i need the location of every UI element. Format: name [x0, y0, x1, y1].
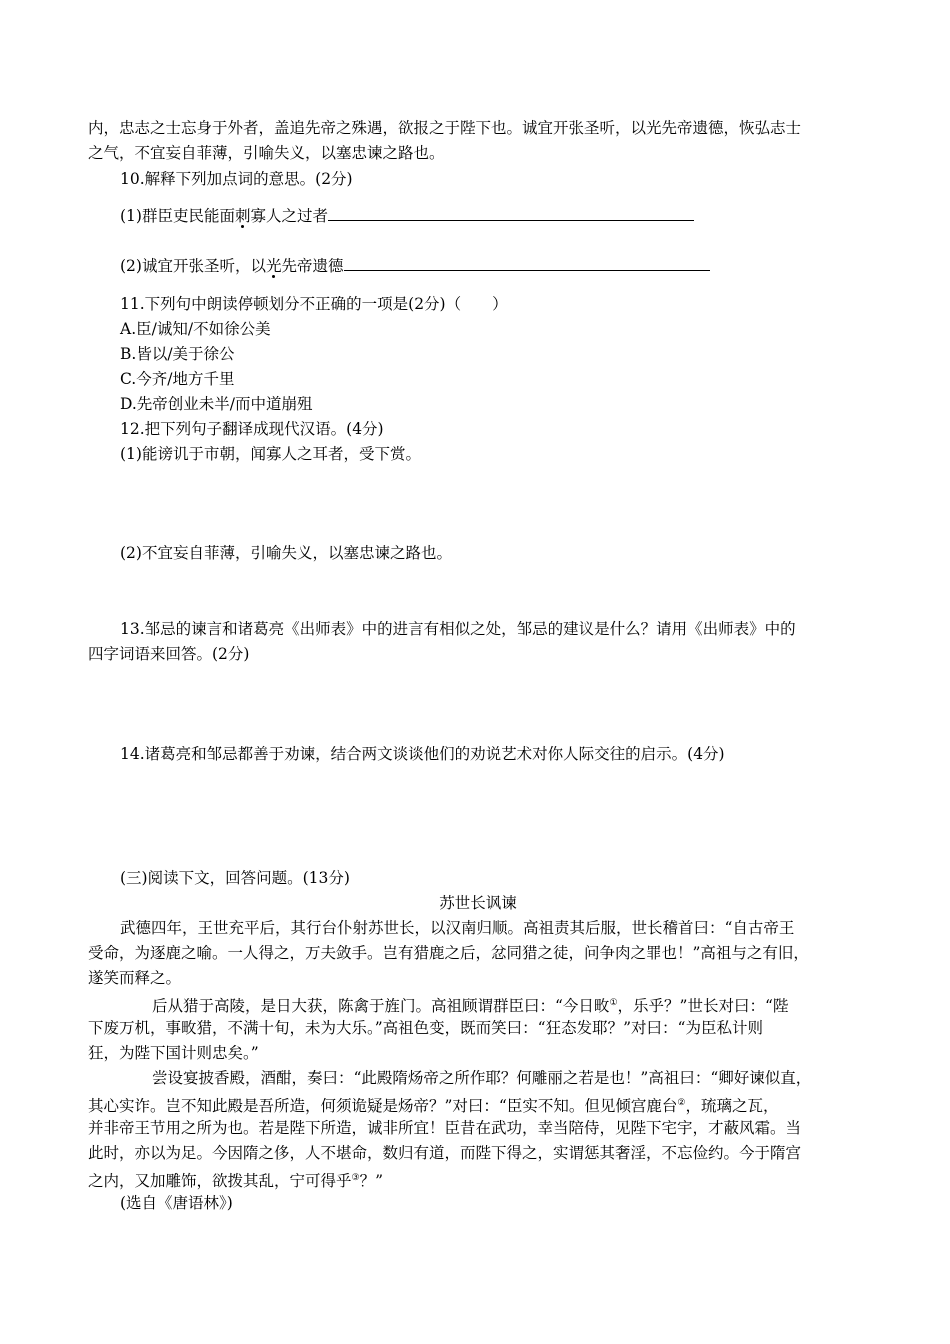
- dotted-word: 刺: [234, 207, 251, 225]
- paragraph-line: 下废万机，事畋猎，不满十旬，未为大乐。”高祖色变，既而笑曰：“狂态发耶？”对曰：“为臣私计则: [88, 1019, 763, 1037]
- paragraph-line: 并非帝王节用之所为也。若是陛下所造，诚非所宜！臣昔在武功，幸当陪侍，见陛下宅宇，才蔽风霜。当: [88, 1119, 802, 1137]
- paragraph-line: 狂，为陛下国计则忠矣。”: [88, 1044, 259, 1062]
- paragraph-line: 受命，为逐鹿之喻。一人得之，万夫敛手。岂有猎鹿之后，忿同猎之徒，问争肉之罪也！”高祖与之有旧，: [88, 944, 809, 962]
- paragraph-line: 后从猎于高陵，是日大获，陈禽于旌门。高祖顾谓群臣曰：“今日畋①，乐乎？”世长对曰：“陛: [152, 997, 789, 1016]
- paragraph-line: 遂笑而释之。: [88, 969, 182, 987]
- option: C.今齐/地方千里: [120, 370, 235, 388]
- question-13-line: 四字词语来回答。(2分): [88, 645, 250, 663]
- question-12-stem: 12.把下列句子翻译成现代汉语。(4分): [120, 420, 384, 438]
- dotted-word: 光: [265, 257, 282, 275]
- passage-line: 之气，不宜妄自菲薄，引喻失义，以塞忠谏之路也。: [88, 144, 445, 162]
- source-citation: (选自《唐语林》): [120, 1194, 233, 1212]
- question-10-item-2: (2)诚宜开张圣听，以光先帝遗德: [120, 254, 710, 278]
- question-12-item-2: (2)不宜妄自菲薄，引喻失义，以塞忠谏之路也。: [120, 544, 452, 562]
- passage-line: 内，忠志之士忘身于外者，盖追先帝之殊遇，欲报之于陛下也。诚宜开张圣听，以光先帝遗德，恢弘志士: [88, 119, 802, 137]
- question-13-line: 13.邹忌的谏言和诸葛亮《出师表》中的进言有相似之处，邹忌的建议是什么？请用《出师表》中的: [120, 620, 796, 638]
- paragraph-line: 尝设宴披香殿，酒酣，奏曰：“此殿隋炀帝之所作耶？何雕丽之若是也！”高祖曰：“卿好谏似直，: [152, 1069, 812, 1087]
- question-12-item-1: (1)能谤讥于市朝，闻寡人之耳者，受下赏。: [120, 445, 421, 463]
- question-11-stem: 11.下列句中朗读停顿划分不正确的一项是(2分)（ ）: [120, 295, 508, 313]
- footnote-marker: ③: [351, 1173, 360, 1183]
- question-10-item-1: (1)群臣吏民能面刺寡人之过者: [120, 204, 694, 228]
- option: B.皆以/美于徐公: [120, 345, 235, 363]
- paragraph-line: 武德四年，王世充平后，其行台仆射苏世长，以汉南归顺。高祖责其后服，世长稽首曰：“自古帝王: [120, 919, 795, 937]
- option: D.先帝创业未半/而中道崩殂: [120, 395, 313, 413]
- paragraph-line: 此时，亦以为足。今因隋之侈，人不堪命，数归有道，而陛下得之，实谓惩其奢淫，不忘俭约。今于隋宫: [88, 1144, 802, 1162]
- passage-title: 苏世长讽谏: [439, 894, 517, 912]
- option: A.臣/诚知/不如徐公美: [120, 320, 271, 338]
- question-10-stem: 10.解释下列加点词的意思。(2分): [120, 170, 353, 188]
- paragraph-line: 之内，又加雕饰，欲拨其乱，宁可得乎③？”: [88, 1172, 384, 1191]
- question-14-stem: 14.诸葛亮和邹忌都善于劝谏，结合两文谈谈他们的劝说艺术对你人际交往的启示。(4分): [120, 745, 725, 763]
- footnote-marker: ②: [677, 1098, 686, 1108]
- answer-blank[interactable]: [328, 204, 694, 221]
- section-heading: (三)阅读下文，回答问题。(13分): [120, 869, 350, 887]
- answer-blank[interactable]: [344, 254, 710, 271]
- paragraph-line: 其心实诈。岂不知此殿是吾所造，何须诡疑是炀帝？”对曰：“臣实不知。但见倾宫鹿台②，琉璃之瓦，: [88, 1097, 779, 1116]
- footnote-marker: ①: [609, 998, 618, 1008]
